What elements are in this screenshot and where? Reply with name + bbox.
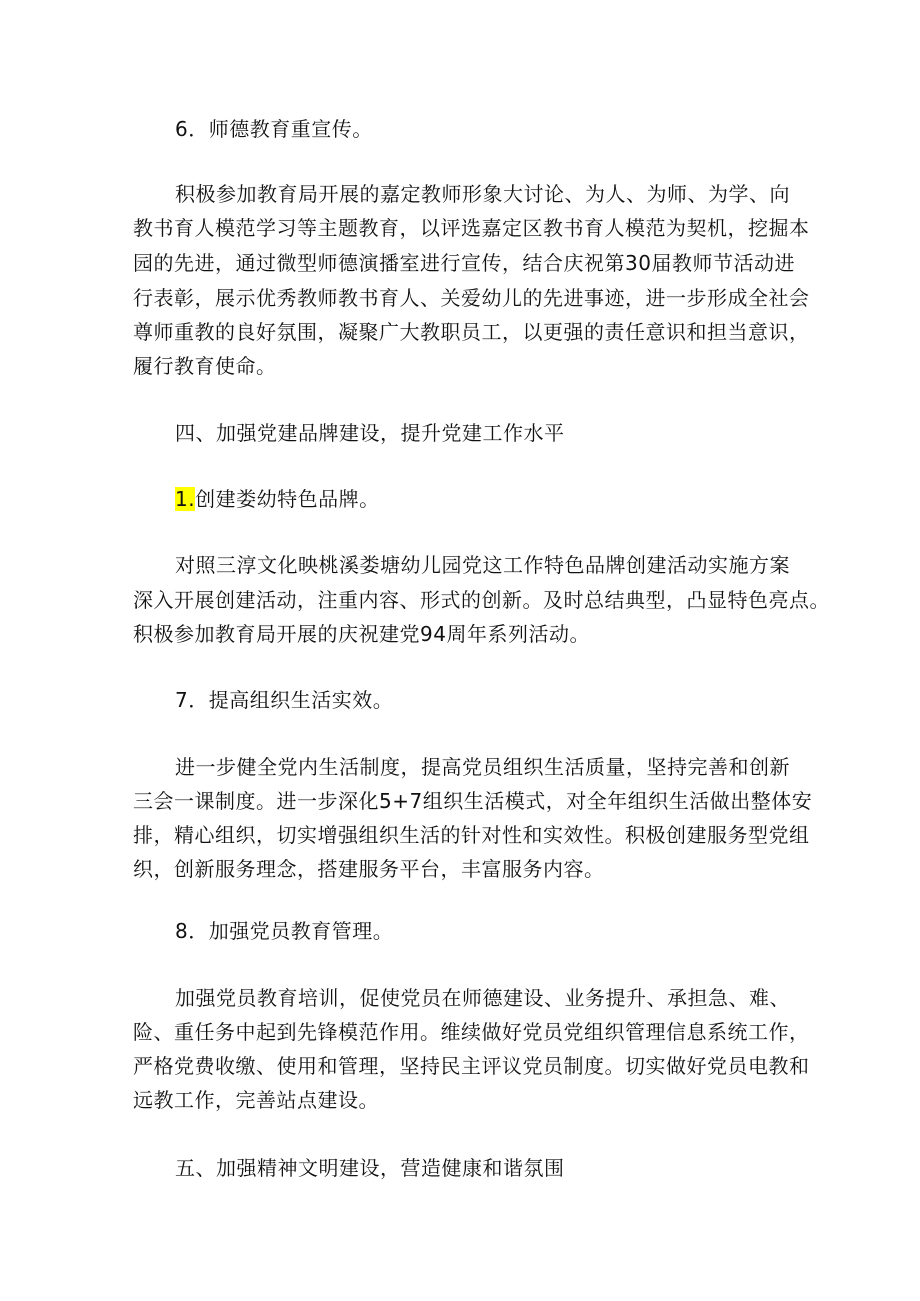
- paragraph-line: 险、重任务中起到先锋模范作用。维续做好党员党组织管理信息系统工作，: [133, 1020, 810, 1044]
- item-1-title: [175, 486, 380, 512]
- paragraph-line: 行表彰，展示优秀教师教书育人、关爱幼儿的先进事迹，进一步形成全社会: [133, 286, 810, 310]
- paragraph-line: 远教工作，完善站点建设。: [133, 1088, 379, 1112]
- paragraph-line: 履行教育使命。: [133, 354, 277, 378]
- paragraph-line: 织，创新服务理念，搭建服务平台，丰富服务内容。: [133, 857, 605, 881]
- paragraph-line: 进一步健全党内生活制度，提高党员组织生活质量，坚持完善和创新: [175, 755, 790, 779]
- section-6-title: 6．师德教育重宣传。: [175, 117, 373, 141]
- paragraph-line: 积极参加教育局开展的庆祝建党94周年系列活动。: [133, 622, 590, 646]
- paragraph-line: 对照三淳文化映桃溪娄塘幼儿园党这工作特色品牌创建活动实施方案: [175, 553, 790, 577]
- paragraph-line: 积极参加教育局开展的嘉定教师形象大讨论、为人、为师、为学、向: [175, 182, 790, 206]
- paragraph-line: 教书育人模范学习等主题教育，以评选嘉定区教书育人模范为契机，挖掘本: [133, 216, 810, 240]
- paragraph-line: 加强党员教育培训，促使党员在师德建设、业务提升、承担急、难、: [175, 986, 790, 1010]
- paragraph-line: 园的先进，通过微型师德演播室进行宣传，结合庆祝第30届教师节活动进: [133, 251, 795, 275]
- section-7-title: 7．提高组织生活实效。: [175, 688, 394, 712]
- part-5-title: 五、加强精神文明建设，营造健康和谐氛围: [175, 1156, 565, 1180]
- paragraph-line: 严格党费收缴、使用和管理，坚持民主评议党员制度。切实做好党员电教和: [133, 1054, 810, 1078]
- part-4-title: 四、加强党建品牌建设，提升党建工作水平: [175, 421, 565, 445]
- paragraph-line: 排，精心组织，切实增强组织生活的针对性和实效性。积极创建服务型党组: [133, 823, 810, 847]
- section-8-title: 8．加强党员教育管理。: [175, 919, 394, 943]
- paragraph-line: 深入开展创建活动，注重内容、形式的创新。及时总结典型，凸显特色亮点。: [133, 588, 830, 612]
- highlighted-item-number: 1.: [175, 487, 196, 511]
- item-1-text: 创建娄幼特色品牌。: [195, 487, 380, 511]
- paragraph-line: 三会一课制度。进一步深化5+7组织生活模式，对全年组织生活做出整体安: [133, 789, 813, 813]
- paragraph-line: 尊师重教的良好氛围，凝聚广大教职员工，以更强的责任意识和担当意识，: [133, 320, 810, 344]
